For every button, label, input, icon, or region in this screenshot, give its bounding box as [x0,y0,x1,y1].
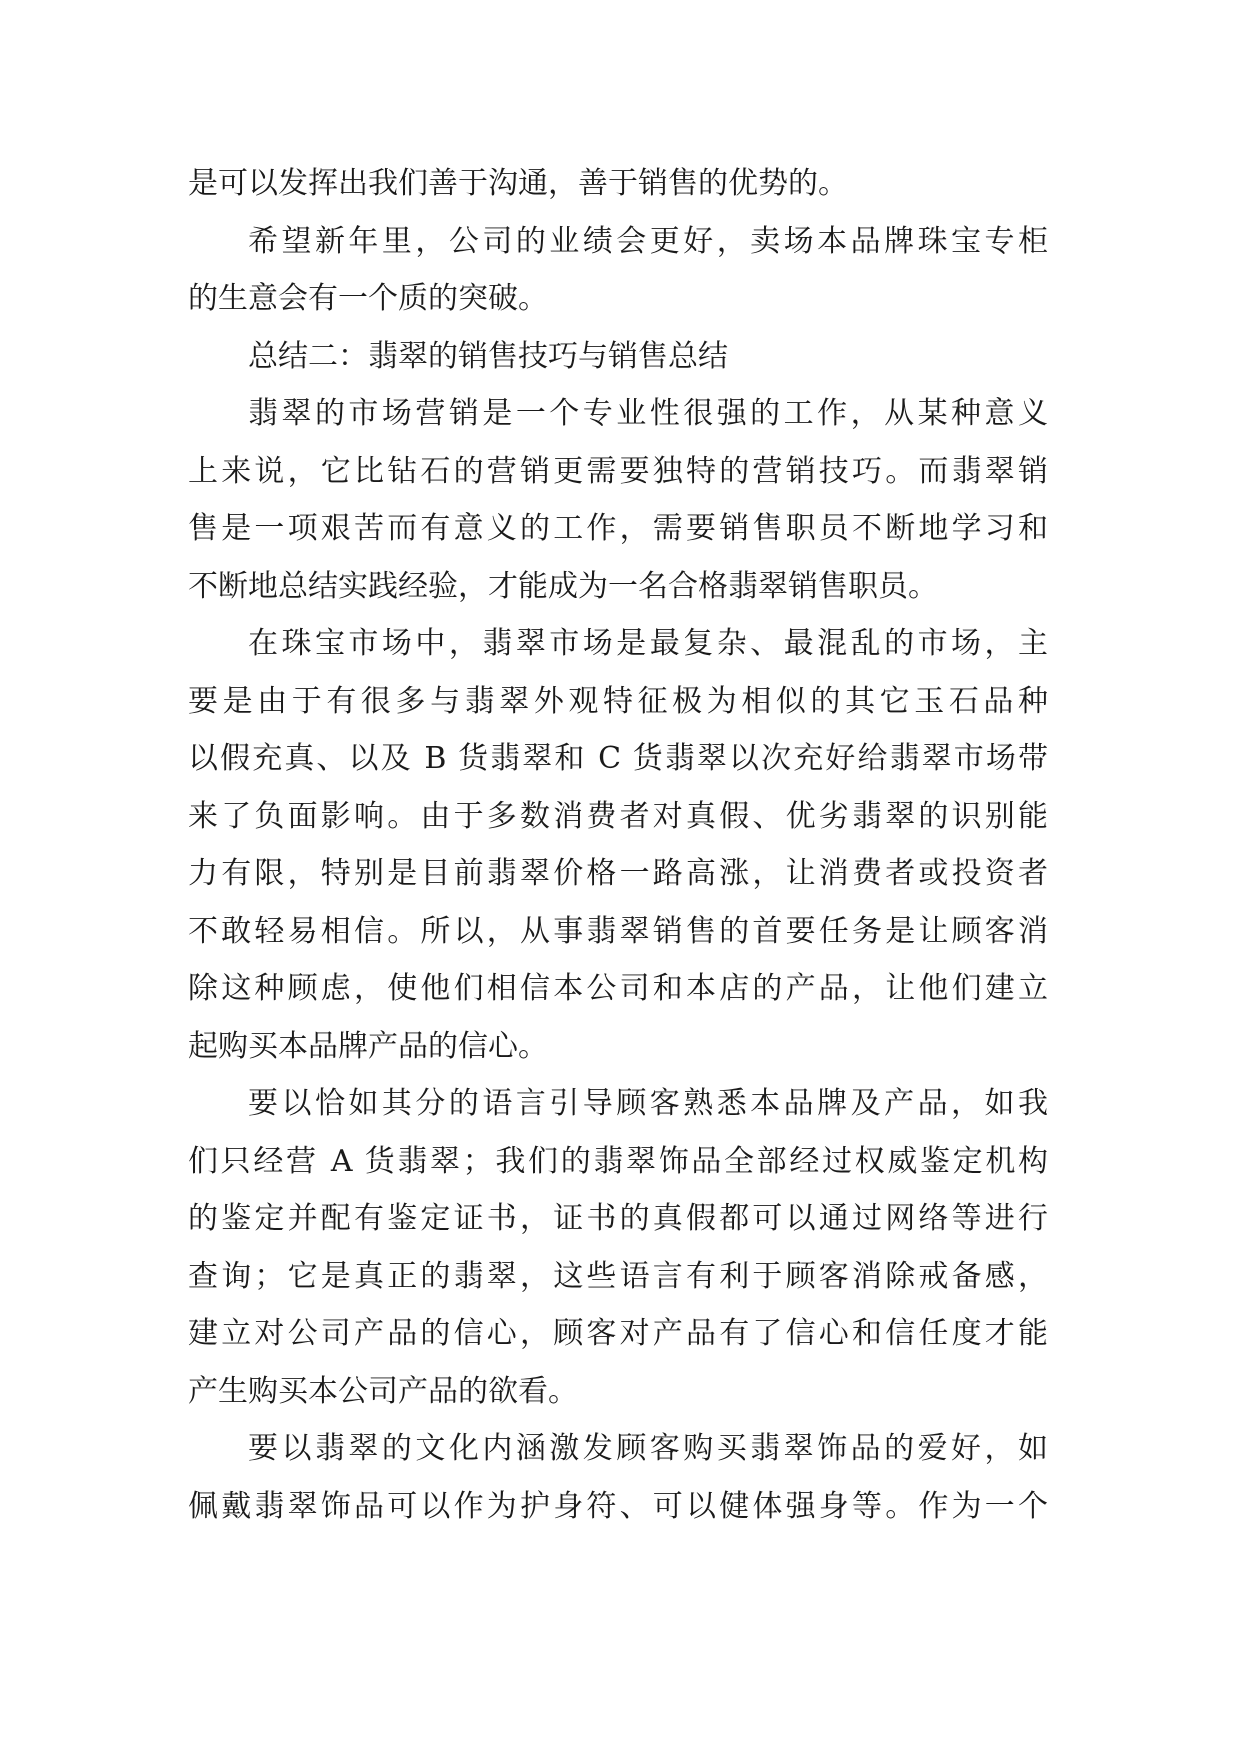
text-line: 们只经营 A 货翡翠；我们的翡翠饰品全部经过权威鉴定机构 [188,1143,1048,1179]
text-line: 上来说，它比钻石的营销更需要独特的营销技巧。而翡翠销 [188,453,1048,489]
text-line: 翡翠的市场营销是一个专业性很强的工作，从某种意义 [248,396,1048,431]
text-line: 除这种顾虑，使他们相信本公司和本店的产品，让他们建立 [188,971,1048,1006]
text-line: 建立对公司产品的信心，顾客对产品有了信心和信任度才能 [188,1316,1048,1351]
text-line: 希望新年里，公司的业绩会更好，卖场本品牌珠宝专柜 [248,223,1048,259]
text-line: 要以翡翠的文化内涵激发顾客购买翡翠饰品的爱好，如 [248,1431,1048,1466]
text-line: 要以恰如其分的语言引导顾客熟悉本品牌及产品，如我 [248,1086,1048,1121]
text-line: 要是由于有很多与翡翠外观特征极为相似的其它玉石品种 [188,683,1048,719]
text-line: 的生意会有一个质的突破。 [188,281,548,316]
document-body [188,155,1048,1535]
text-line: 以假充真、以及 B 货翡翠和 C 货翡翠以次充好给翡翠市场带 [188,741,1048,776]
text-line: 不断地总结实践经验，才能成为一名合格翡翠销售职员。 [188,568,938,604]
section-heading: 总结二：翡翠的销售技巧与销售总结 [248,338,728,374]
text-line: 售是一项艰苦而有意义的工作，需要销售职员不断地学习和 [188,511,1048,546]
text-line: 力有限，特别是目前翡翠价格一路高涨，让消费者或投资者 [188,856,1048,891]
text-line: 起购买本品牌产品的信心。 [188,1028,548,1064]
text-line: 在珠宝市场中，翡翠市场是最复杂、最混乱的市场，主 [248,626,1048,661]
text-line: 是可以发挥出我们善于沟通，善于销售的优势的。 [188,166,848,201]
text-line: 佩戴翡翠饰品可以作为护身符、可以健体强身等。作为一个 [188,1488,1048,1524]
text-line: 不敢轻易相信。所以，从事翡翠销售的首要任务是让顾客消 [188,913,1048,949]
text-line: 的鉴定并配有鉴定证书，证书的真假都可以通过网络等进行 [188,1201,1048,1236]
text-line: 产生购买本公司产品的欲看。 [188,1373,578,1409]
text-line: 来了负面影响。由于多数消费者对真假、优劣翡翠的识别能 [188,798,1048,834]
text-line: 查询；它是真正的翡翠，这些语言有利于顾客消除戒备感， [188,1258,1048,1294]
